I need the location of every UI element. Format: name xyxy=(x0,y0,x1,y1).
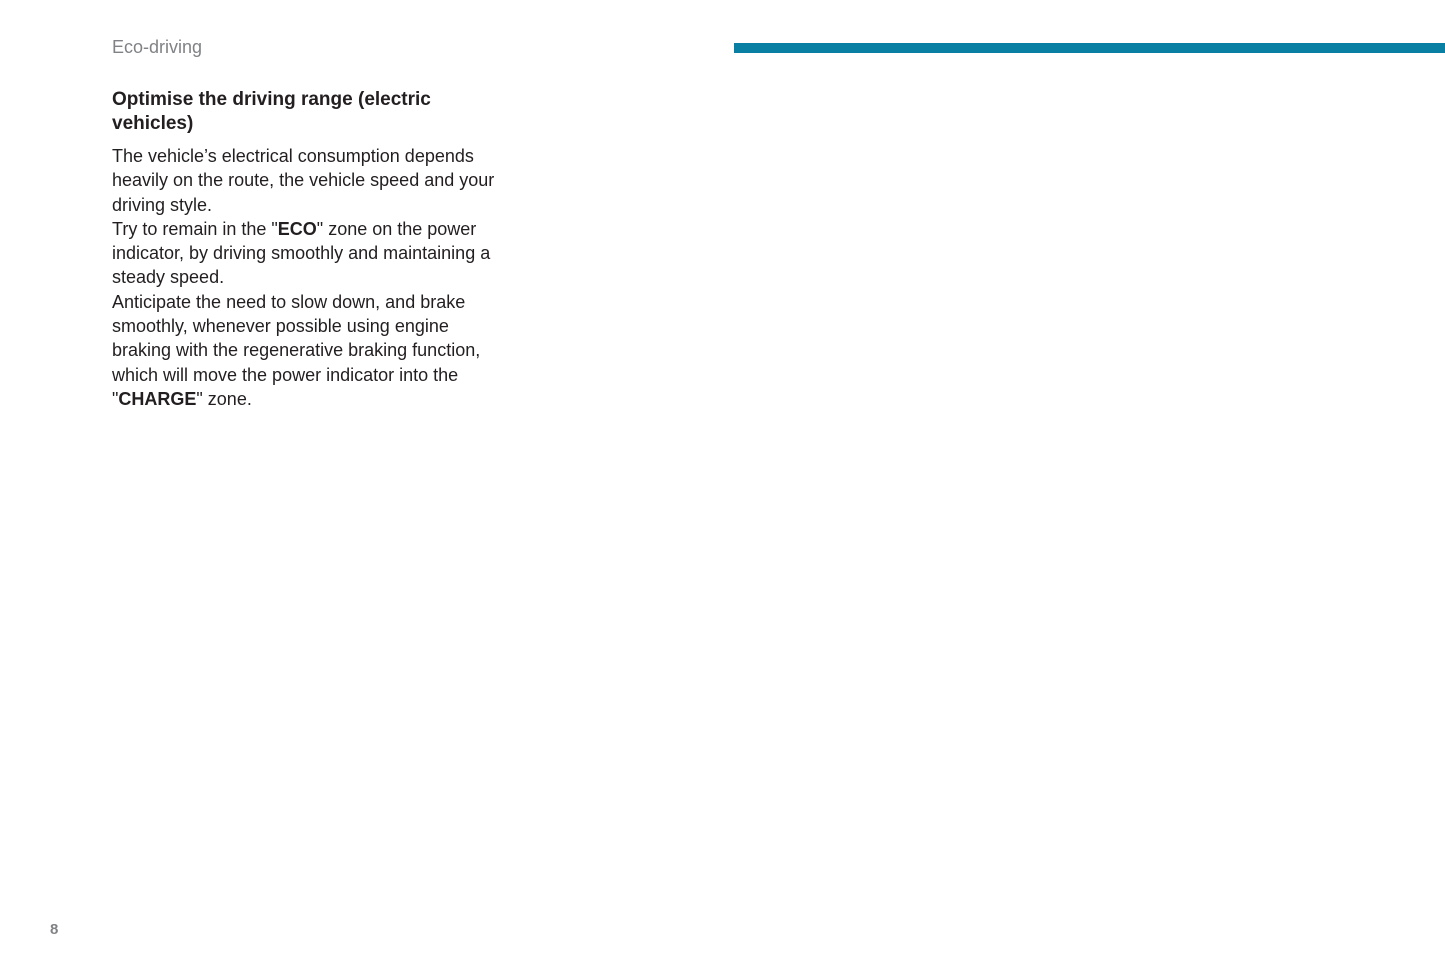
paragraph-charge-zone-text-after: " zone. xyxy=(196,388,252,409)
paragraph-charge-zone-text-before: Anticipate the need to slow down, and brake smoothly, whenever possible using engine braking with the regenerative braking function, which will move the power indicator into the " xyxy=(112,291,481,409)
paragraph-consumption: The vehicle’s electrical consumption depends heavily on the route, the vehicle speed and your driving style. xyxy=(112,146,495,215)
eco-zone-term: ECO xyxy=(277,218,317,239)
page-number: 8 xyxy=(50,921,59,938)
paragraph-eco-zone-text-before: Try to remain in the " xyxy=(112,218,278,239)
section-label: Eco-driving xyxy=(112,37,203,57)
charge-zone-term: CHARGE xyxy=(118,388,197,409)
section-heading: Optimise the driving range (electric vehicles) xyxy=(112,89,431,134)
header-accent-bar xyxy=(734,43,1445,53)
paragraph-eco-zone-text-after: " zone on the power indicator, by driving smoothly and maintaining a steady speed. xyxy=(112,218,491,288)
paragraph-charge-zone xyxy=(112,290,512,411)
paragraph-eco-zone xyxy=(112,217,512,290)
main-content xyxy=(112,88,512,411)
